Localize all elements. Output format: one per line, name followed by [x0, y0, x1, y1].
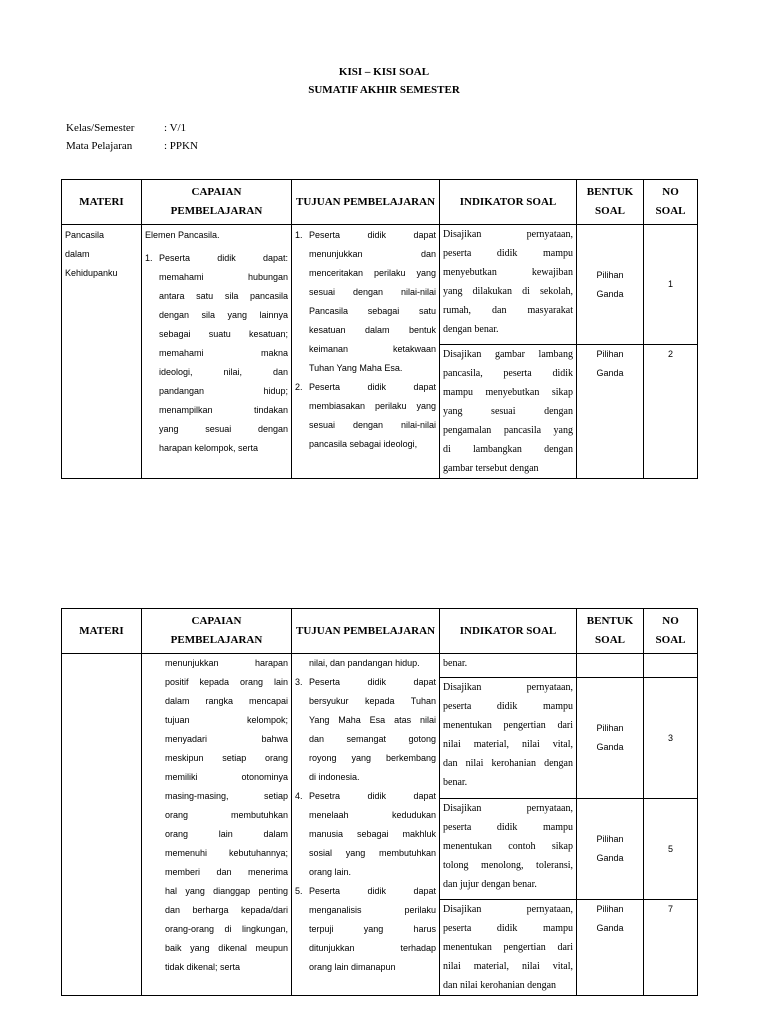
bentuk-cell: Pilihan Ganda — [577, 799, 644, 900]
text-line: benar. — [443, 777, 468, 788]
col-bentuk: BENTUK SOAL — [577, 609, 644, 654]
no-cell: 1 — [644, 225, 698, 345]
text-line: yang sesuai dengan — [443, 406, 573, 417]
text-line: menentukan pengertian dari — [443, 942, 573, 953]
no-cell: 5 — [644, 799, 698, 900]
doc-subtitle: SUMATIF AKHIR SEMESTER — [308, 84, 460, 96]
meta-mapel — [66, 140, 198, 152]
text-line: Disajikan pernyataan, — [443, 904, 573, 915]
text-line: orang-orang di lingkungan, — [165, 924, 288, 934]
text-line: Disajikan pernyataan, — [443, 803, 573, 814]
text-line: Tuhan Yang Maha Esa. — [309, 363, 403, 373]
bentuk-cell: Pilihan Ganda — [577, 900, 644, 996]
text-line: Peserta didik dapat — [309, 382, 436, 392]
kisi-table-1 — [61, 179, 698, 479]
text-line: sesuai dengan nilai-nilai — [309, 420, 436, 430]
text-line: Pancasila sebagai satu — [309, 306, 436, 316]
text-line: orang lain dimanapun — [309, 962, 396, 972]
capaian-cell — [142, 654, 292, 996]
text-line: mampu menyebutkan sikap — [443, 387, 573, 398]
indikator-cell — [440, 678, 577, 799]
mapel-value: : PPKN — [164, 140, 198, 152]
text-line: dan berharga kepada/dari — [165, 905, 288, 915]
kisi-table-2 — [61, 608, 698, 996]
meta-kelas — [66, 122, 187, 134]
text-line: Pesetra didik dapat — [309, 791, 436, 801]
text-line: dan jujur dengan benar. — [443, 879, 537, 890]
text-line: masing-masing, setiap — [165, 791, 288, 801]
col-tujuan: TUJUAN PEMBELAJARAN — [292, 180, 440, 225]
text-line: Peserta didik dapat: — [159, 253, 288, 263]
text-line: memahami makna — [159, 348, 288, 358]
text-line: ditunjukkan terhadap — [309, 943, 436, 953]
table-row — [62, 654, 698, 678]
text-line: rumah, dan masyarakat — [443, 305, 573, 316]
text-line: pancasila sebagai ideologi, — [309, 439, 418, 449]
text-line: orang membutuhkan — [165, 810, 288, 820]
col-no: NO SOAL — [644, 180, 698, 225]
text-line: memenuhi kebutuhannya; — [165, 848, 288, 858]
text-line: dan nilai kerohanian dengan — [443, 758, 573, 769]
text-line: di lambangkan dengan — [443, 444, 573, 455]
indikator-cell — [440, 799, 577, 900]
text-line: ideologi, nilai, dan — [159, 367, 288, 377]
col-materi: MATERI — [62, 609, 142, 654]
text-line: peserta didik mampu — [443, 822, 573, 833]
text-line: membiasakan perilaku yang — [309, 401, 436, 411]
text-line: menunjukkan dan — [309, 249, 436, 259]
text-line: royong yang berkembang — [309, 753, 436, 763]
text-line: tolong menolong, toleransi, — [443, 860, 573, 871]
text-line: orang lain. — [309, 867, 352, 877]
no-cell: 7 — [644, 900, 698, 996]
text-line: di indonesia. — [309, 772, 360, 782]
text-line: gambar tersebut dengan — [443, 463, 539, 474]
text-line: harapan kelompok, serta — [159, 443, 259, 453]
kelas-label: Kelas/Semester — [66, 122, 135, 134]
text-line: Disajikan gambar lambang — [443, 349, 573, 360]
bentuk-cell: Pilihan Ganda — [577, 225, 644, 345]
text-line: peserta didik mampu — [443, 248, 573, 259]
materi-cell — [62, 654, 142, 996]
text-line: terpuji yang harus — [309, 924, 436, 934]
text-line: dan semangat gotong — [309, 734, 436, 744]
text-line: menelaah kedudukan — [309, 810, 436, 820]
kelas-value: : V/1 — [164, 122, 187, 134]
text-line: tujuan kelompok; — [165, 715, 288, 725]
doc-title: KISI – KISI SOAL — [338, 66, 430, 78]
text-line: menganalisis perilaku — [309, 905, 436, 915]
text-line: menampilkan tindakan — [159, 405, 288, 415]
text-line: manusia sebagai makhluk — [309, 829, 436, 839]
text-line: positif kepada orang lain — [165, 677, 288, 687]
text-line: menentukan pengertian dari — [443, 720, 573, 731]
col-bentuk: BENTUK SOAL — [577, 180, 644, 225]
text-line: memberi dan menerima — [165, 867, 288, 877]
col-capaian: CAPAIAN PEMBELAJARAN — [142, 609, 292, 654]
text-line: dengan benar. — [443, 324, 499, 335]
text-line: Peserta didik dapat — [309, 677, 436, 687]
text-line: bersyukur kepada Tuhan — [309, 696, 436, 706]
text-line: sebagai suatu kesatuan; — [159, 329, 288, 339]
table-header-row — [62, 609, 698, 654]
bentuk-cell: Pilihan Ganda — [577, 345, 644, 479]
text-line: yang dilakukan di sekolah, — [443, 286, 573, 297]
text-line: yang sesuai dengan — [159, 424, 288, 434]
text-line: Peserta didik dapat — [309, 230, 436, 240]
text-line: menyebutkan kewajiban — [443, 267, 573, 278]
indikator-cell — [440, 225, 577, 345]
col-materi: MATERI — [62, 180, 142, 225]
text-line: peserta didik mampu — [443, 923, 573, 934]
no-cell: 2 — [644, 345, 698, 479]
text-line: menyadari bahwa — [165, 734, 288, 744]
text-line: peserta didik mampu — [443, 701, 573, 712]
text-line: pandangan hidup; — [159, 386, 288, 396]
text-line: nilai material, nilai vital, — [443, 739, 573, 750]
text-line: memiliki otonominya — [165, 772, 288, 782]
capaian-cell: Elemen Pancasila. 1. Peserta didik dapat: memahami hubungan antara satu sila pancasila dengan sila yang lainnya sebagai suatu kesatuan; memahami makna ideologi, nilai, dan pandangan hidup; menampilkan tindakan yang sesuai dengan harapan kelompok, serta — [142, 225, 292, 479]
no-cell: 3 — [644, 678, 698, 799]
tujuan-cell: nilai, dan pandangan hidup. 3. Peserta didik dapat bersyukur kepada Tuhan Yang Maha Esa atas nilai dan semangat gotong royong yang berkembang di indonesia. 4. Pesetra didik dapat menelaah kedudukan manusia sebagai makhluk sosial yang membutuhkan orang lain. 5. Peserta didik dapat menganalisis perilaku terpuji yang harus ditunjukkan terhadap orang lain dimanapun — [292, 654, 440, 996]
bentuk-cell — [577, 654, 644, 678]
text-line: memahami hubungan — [159, 272, 288, 282]
text-line: baik yang dikenal meupun — [165, 943, 288, 953]
text-line: dan nilai kerohanian dengan — [443, 980, 557, 991]
text-line: meskipun setiap orang — [165, 753, 288, 763]
text-line: sosial yang membutuhkan — [309, 848, 436, 858]
col-tujuan: TUJUAN PEMBELAJARAN — [292, 609, 440, 654]
text-line: nilai material, nilai vital, — [443, 961, 573, 972]
indikator-cell: benar. — [440, 654, 577, 678]
mapel-label: Mata Pelajaran — [66, 140, 133, 152]
text-line: kesatuan dalam bentuk — [309, 325, 436, 335]
text-line: dengan sila yang lainnya — [159, 310, 288, 320]
col-indikator: INDIKATOR SOAL — [440, 609, 577, 654]
table-row — [62, 225, 698, 345]
no-cell — [644, 654, 698, 678]
text-line: menentukan contoh sikap — [443, 841, 573, 852]
tujuan-cell: 1. Peserta didik dapat menunjukkan dan menceritakan perilaku yang sesuai dengan nilai-nilai Pancasila sebagai satu kesatuan dalam bentuk keimanan ketakwaan Tuhan Yang Maha Esa. 2. Peserta didik dapat membiasakan perilaku yang sesuai dengan nilai-nilai pancasila sebagai ideologi, — [292, 225, 440, 479]
materi-cell: Pancasila dalam Kehidupanku — [62, 225, 142, 479]
text-line: menunjukkan harapan — [165, 658, 288, 668]
text-line: Peserta didik dapat — [309, 886, 436, 896]
text-line: pengamalan pancasila yang — [443, 425, 573, 436]
text-line: menceritakan perilaku yang — [309, 268, 436, 278]
text-line: pancasila, peserta didik — [443, 368, 573, 379]
text-line: hal yang dianggap penting — [165, 886, 288, 896]
indikator-cell — [440, 900, 577, 996]
col-capaian: CAPAIAN PEMBELAJARAN — [142, 180, 292, 225]
text-line: orang lain dalam — [165, 829, 288, 839]
text-line: dalam rangka mencapai — [165, 696, 288, 706]
text-line: Disajikan pernyataan, — [443, 229, 573, 240]
text-line: antara satu sila pancasila — [159, 291, 288, 301]
col-no: NO SOAL — [644, 609, 698, 654]
table-header-row — [62, 180, 698, 225]
col-indikator: INDIKATOR SOAL — [440, 180, 577, 225]
text-line: tidak dikenal; serta — [165, 962, 241, 972]
text-line: Yang Maha Esa atas nilai — [309, 715, 436, 725]
text-line: keimanan ketakwaan — [309, 344, 436, 354]
bentuk-cell: Pilihan Ganda — [577, 678, 644, 799]
indikator-cell — [440, 345, 577, 479]
text-line: Disajikan pernyataan, — [443, 682, 573, 693]
text-line: sesuai dengan nilai-nilai — [309, 287, 436, 297]
